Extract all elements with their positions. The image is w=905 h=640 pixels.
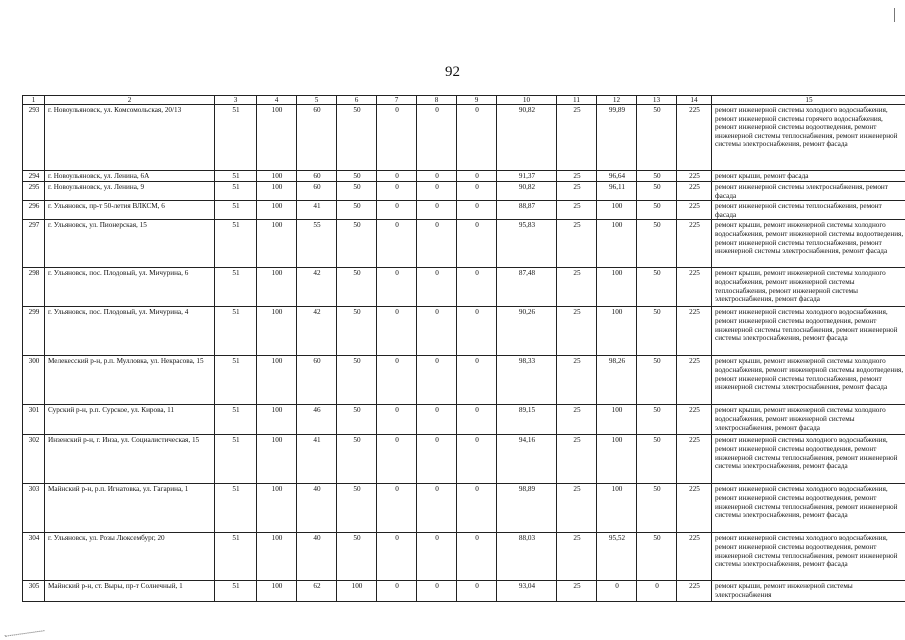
value-cell: 50 (637, 356, 677, 405)
works-cell: ремонт инженерной системы холодного водоснабжения, ремонт инженерной системы водоотведения, ремонт инженерной системы теплоснабжения, ремонт инженерной системы электроснабжения, ремонт фасада (712, 533, 905, 581)
value-cell: 95,83 (497, 220, 557, 268)
column-number: 12 (597, 96, 637, 105)
row-number: 300 (23, 356, 45, 405)
value-cell: 50 (337, 435, 377, 484)
column-number: 10 (497, 96, 557, 105)
address-cell: г. Новоульяновск, ул. Ленина, 6А (45, 171, 215, 182)
value-cell: 91,37 (497, 171, 557, 182)
value-cell: 50 (337, 307, 377, 356)
value-cell: 90,26 (497, 307, 557, 356)
value-cell: 225 (677, 356, 712, 405)
value-cell: 50 (637, 182, 677, 201)
value-cell: 50 (637, 268, 677, 307)
table-row (23, 171, 905, 182)
value-cell: 51 (215, 182, 257, 201)
value-cell: 100 (597, 220, 637, 268)
value-cell: 25 (557, 105, 597, 171)
value-cell: 96,64 (597, 171, 637, 182)
row-number: 293 (23, 105, 45, 171)
value-cell: 0 (457, 435, 497, 484)
value-cell: 0 (457, 201, 497, 220)
column-number: 14 (677, 96, 712, 105)
value-cell: 0 (457, 220, 497, 268)
value-cell: 0 (417, 581, 457, 602)
value-cell: 100 (597, 201, 637, 220)
value-cell: 0 (457, 307, 497, 356)
column-number: 9 (457, 96, 497, 105)
value-cell: 25 (557, 581, 597, 602)
value-cell: 0 (377, 171, 417, 182)
value-cell: 40 (297, 533, 337, 581)
address-cell: г. Ульяновск, пр-т 50-летия ВЛКСМ, 6 (45, 201, 215, 220)
value-cell: 0 (377, 268, 417, 307)
value-cell: 50 (337, 171, 377, 182)
works-cell: ремонт инженерной системы теплоснабжения, ремонт фасада (712, 201, 905, 220)
value-cell: 60 (297, 105, 337, 171)
table-row (23, 581, 905, 602)
column-number: 1 (23, 96, 45, 105)
works-cell: ремонт инженерной системы электроснабжения, ремонт фасада (712, 182, 905, 201)
value-cell: 100 (597, 307, 637, 356)
value-cell: 40 (297, 484, 337, 533)
column-number: 2 (45, 96, 215, 105)
value-cell: 51 (215, 435, 257, 484)
repair-program-table (22, 95, 905, 602)
value-cell: 50 (337, 268, 377, 307)
value-cell: 0 (377, 533, 417, 581)
column-number: 3 (215, 96, 257, 105)
value-cell: 100 (597, 484, 637, 533)
works-cell: ремонт крыши, ремонт инженерной системы холодного водоснабжения, ремонт инженерной системы водоотведения, ремонт инженерной системы теплоснабжения, ремонт инженерной системы электроснабжения, ремонт фасада (712, 220, 905, 268)
value-cell: 98,33 (497, 356, 557, 405)
value-cell: 225 (677, 484, 712, 533)
address-cell: г. Новоульяновск, ул. Ленина, 9 (45, 182, 215, 201)
works-cell: ремонт крыши, ремонт фасада (712, 171, 905, 182)
value-cell: 225 (677, 105, 712, 171)
column-number: 5 (297, 96, 337, 105)
value-cell: 55 (297, 220, 337, 268)
value-cell: 0 (417, 356, 457, 405)
value-cell: 51 (215, 405, 257, 435)
row-number: 296 (23, 201, 45, 220)
value-cell: 100 (257, 405, 297, 435)
address-cell: Сурский р-н, р.п. Сурское, ул. Кирова, 11 (45, 405, 215, 435)
value-cell: 0 (457, 182, 497, 201)
value-cell: 51 (215, 105, 257, 171)
value-cell: 50 (637, 307, 677, 356)
value-cell: 50 (637, 201, 677, 220)
value-cell: 0 (377, 484, 417, 533)
value-cell: 100 (257, 484, 297, 533)
value-cell: 25 (557, 171, 597, 182)
works-cell: ремонт крыши, ремонт инженерной системы холодного водоснабжения, ремонт инженерной системы электроснабжения, ремонт фасада (712, 405, 905, 435)
works-cell: ремонт инженерной системы холодного водоснабжения, ремонт инженерной системы горячего водоснабжения, ремонт инженерной системы водоотведения, ремонт инженерной системы теплоснабжения, ремонт инженерной системы электроснабжения, ремонт фасада (712, 105, 905, 171)
value-cell: 50 (637, 105, 677, 171)
address-cell: г. Ульяновск, пос. Плодовый, ул. Мичурина, 4 (45, 307, 215, 356)
value-cell: 98,89 (497, 484, 557, 533)
value-cell: 0 (377, 307, 417, 356)
value-cell: 225 (677, 201, 712, 220)
value-cell: 100 (597, 435, 637, 484)
value-cell: 0 (457, 405, 497, 435)
value-cell: 50 (637, 533, 677, 581)
value-cell: 0 (377, 405, 417, 435)
value-cell: 100 (597, 268, 637, 307)
value-cell: 25 (557, 201, 597, 220)
value-cell: 100 (257, 268, 297, 307)
value-cell: 225 (677, 182, 712, 201)
value-cell: 100 (257, 201, 297, 220)
value-cell: 42 (297, 307, 337, 356)
value-cell: 50 (337, 405, 377, 435)
value-cell: 100 (257, 171, 297, 182)
address-cell: Мелекесский р-н, р.п. Мулловка, ул. Некрасова, 15 (45, 356, 215, 405)
address-cell: Майнский р-н, р.п. Игнатовка, ул. Гагарина, 1 (45, 484, 215, 533)
value-cell: 0 (417, 182, 457, 201)
address-cell: г. Ульяновск, пос. Плодовый, ул. Мичурина, 6 (45, 268, 215, 307)
row-number: 303 (23, 484, 45, 533)
value-cell: 0 (417, 268, 457, 307)
table-row (23, 182, 905, 201)
value-cell: 51 (215, 171, 257, 182)
value-cell: 0 (377, 435, 417, 484)
value-cell: 100 (257, 435, 297, 484)
table-row (23, 220, 905, 268)
value-cell: 50 (337, 484, 377, 533)
column-number: 4 (257, 96, 297, 105)
value-cell: 0 (597, 581, 637, 602)
column-number: 7 (377, 96, 417, 105)
value-cell: 50 (637, 405, 677, 435)
works-cell: ремонт крыши, ремонт инженерной системы холодного водоснабжения, ремонт инженерной системы теплоснабжения, ремонт инженерной системы электроснабжения, ремонт фасада (712, 268, 905, 307)
value-cell: 225 (677, 581, 712, 602)
value-cell: 41 (297, 435, 337, 484)
value-cell: 60 (297, 356, 337, 405)
value-cell: 50 (337, 220, 377, 268)
value-cell: 0 (377, 105, 417, 171)
column-number: 15 (712, 96, 905, 105)
table-row (23, 201, 905, 220)
column-number: 6 (337, 96, 377, 105)
value-cell: 25 (557, 268, 597, 307)
value-cell: 100 (257, 307, 297, 356)
row-number: 299 (23, 307, 45, 356)
value-cell: 0 (457, 356, 497, 405)
value-cell: 60 (297, 171, 337, 182)
value-cell: 51 (215, 484, 257, 533)
value-cell: 50 (637, 171, 677, 182)
value-cell: 94,16 (497, 435, 557, 484)
row-number: 298 (23, 268, 45, 307)
value-cell: 25 (557, 484, 597, 533)
value-cell: 96,11 (597, 182, 637, 201)
value-cell: 89,15 (497, 405, 557, 435)
value-cell: 25 (557, 435, 597, 484)
value-cell: 0 (417, 533, 457, 581)
value-cell: 51 (215, 533, 257, 581)
value-cell: 0 (637, 581, 677, 602)
works-cell: ремонт инженерной системы холодного водоснабжения, ремонт инженерной системы водоотведения, ремонт инженерной системы теплоснабжения, ремонт инженерной системы электроснабжения, ремонт фасада (712, 484, 905, 533)
value-cell: 0 (457, 171, 497, 182)
value-cell: 225 (677, 268, 712, 307)
value-cell: 225 (677, 405, 712, 435)
value-cell: 0 (417, 435, 457, 484)
address-cell: Инзенский р-н, г. Инза, ул. Социалистическая, 15 (45, 435, 215, 484)
row-number: 302 (23, 435, 45, 484)
value-cell: 51 (215, 581, 257, 602)
value-cell: 99,89 (597, 105, 637, 171)
value-cell: 41 (297, 201, 337, 220)
value-cell: 225 (677, 171, 712, 182)
value-cell: 0 (457, 105, 497, 171)
value-cell: 93,04 (497, 581, 557, 602)
row-number: 297 (23, 220, 45, 268)
value-cell: 50 (637, 220, 677, 268)
column-number-row (23, 96, 905, 105)
row-number: 301 (23, 405, 45, 435)
value-cell: 225 (677, 307, 712, 356)
page-number: 92 (445, 64, 460, 80)
table-row (23, 105, 905, 171)
value-cell: 0 (417, 307, 457, 356)
value-cell: 100 (257, 220, 297, 268)
value-cell: 25 (557, 405, 597, 435)
works-cell: ремонт крыши, ремонт инженерной системы холодного водоснабжения, ремонт инженерной системы водоотведения, ремонт инженерной системы теплоснабжения, ремонт инженерной системы электроснабжения, ремонт фасада (712, 356, 905, 405)
value-cell: 50 (337, 356, 377, 405)
value-cell: 0 (417, 201, 457, 220)
address-cell: г. Новоульяновск, ул. Комсомольская, 20/13 (45, 105, 215, 171)
value-cell: 0 (457, 268, 497, 307)
value-cell: 50 (637, 435, 677, 484)
value-cell: 100 (337, 581, 377, 602)
scan-corner-mark (891, 8, 895, 22)
value-cell: 0 (377, 201, 417, 220)
value-cell: 51 (215, 220, 257, 268)
value-cell: 42 (297, 268, 337, 307)
value-cell: 0 (377, 581, 417, 602)
value-cell: 51 (215, 268, 257, 307)
value-cell: 51 (215, 307, 257, 356)
value-cell: 0 (377, 220, 417, 268)
table-row (23, 405, 905, 435)
value-cell: 0 (457, 533, 497, 581)
column-number: 13 (637, 96, 677, 105)
table-row (23, 268, 905, 307)
scan-edge-mark (4, 622, 45, 636)
value-cell: 100 (257, 533, 297, 581)
value-cell: 25 (557, 356, 597, 405)
row-number: 295 (23, 182, 45, 201)
value-cell: 100 (257, 105, 297, 171)
column-number: 8 (417, 96, 457, 105)
value-cell: 87,48 (497, 268, 557, 307)
value-cell: 50 (337, 201, 377, 220)
table-row (23, 307, 905, 356)
value-cell: 88,87 (497, 201, 557, 220)
value-cell: 0 (417, 220, 457, 268)
row-number: 294 (23, 171, 45, 182)
value-cell: 0 (457, 581, 497, 602)
row-number: 305 (23, 581, 45, 602)
value-cell: 225 (677, 220, 712, 268)
column-number: 11 (557, 96, 597, 105)
value-cell: 50 (337, 182, 377, 201)
value-cell: 100 (257, 356, 297, 405)
value-cell: 0 (377, 182, 417, 201)
value-cell: 50 (337, 105, 377, 171)
address-cell: г. Ульяновск, ул. Пионерская, 15 (45, 220, 215, 268)
table-row (23, 484, 905, 533)
value-cell: 0 (417, 105, 457, 171)
value-cell: 25 (557, 533, 597, 581)
value-cell: 88,03 (497, 533, 557, 581)
value-cell: 25 (557, 182, 597, 201)
value-cell: 225 (677, 533, 712, 581)
value-cell: 100 (257, 182, 297, 201)
table-row (23, 533, 905, 581)
value-cell: 25 (557, 220, 597, 268)
address-cell: Майнский р-н, ст. Выры, пр-т Солнечный, 1 (45, 581, 215, 602)
value-cell: 100 (597, 405, 637, 435)
row-number: 304 (23, 533, 45, 581)
value-cell: 0 (417, 405, 457, 435)
value-cell: 100 (257, 581, 297, 602)
value-cell: 225 (677, 435, 712, 484)
value-cell: 95,52 (597, 533, 637, 581)
table-row (23, 356, 905, 405)
works-cell: ремонт крыши, ремонт инженерной системы электроснабжения (712, 581, 905, 602)
table-row (23, 435, 905, 484)
value-cell: 60 (297, 182, 337, 201)
value-cell: 51 (215, 356, 257, 405)
value-cell: 50 (337, 533, 377, 581)
value-cell: 90,82 (497, 182, 557, 201)
value-cell: 51 (215, 201, 257, 220)
value-cell: 0 (457, 484, 497, 533)
works-cell: ремонт инженерной системы холодного водоснабжения, ремонт инженерной системы водоотведения, ремонт инженерной системы теплоснабжения, ремонт инженерной системы электроснабжения, ремонт фасада (712, 307, 905, 356)
value-cell: 62 (297, 581, 337, 602)
works-cell: ремонт инженерной системы холодного водоснабжения, ремонт инженерной системы водоотведения, ремонт инженерной системы теплоснабжения, ремонт инженерной системы электроснабжения, ремонт фасада (712, 435, 905, 484)
value-cell: 25 (557, 307, 597, 356)
address-cell: г. Ульяновск, ул. Розы Люксембург, 20 (45, 533, 215, 581)
value-cell: 0 (377, 356, 417, 405)
value-cell: 0 (417, 484, 457, 533)
value-cell: 46 (297, 405, 337, 435)
value-cell: 90,82 (497, 105, 557, 171)
value-cell: 0 (417, 171, 457, 182)
value-cell: 98,26 (597, 356, 637, 405)
value-cell: 50 (637, 484, 677, 533)
